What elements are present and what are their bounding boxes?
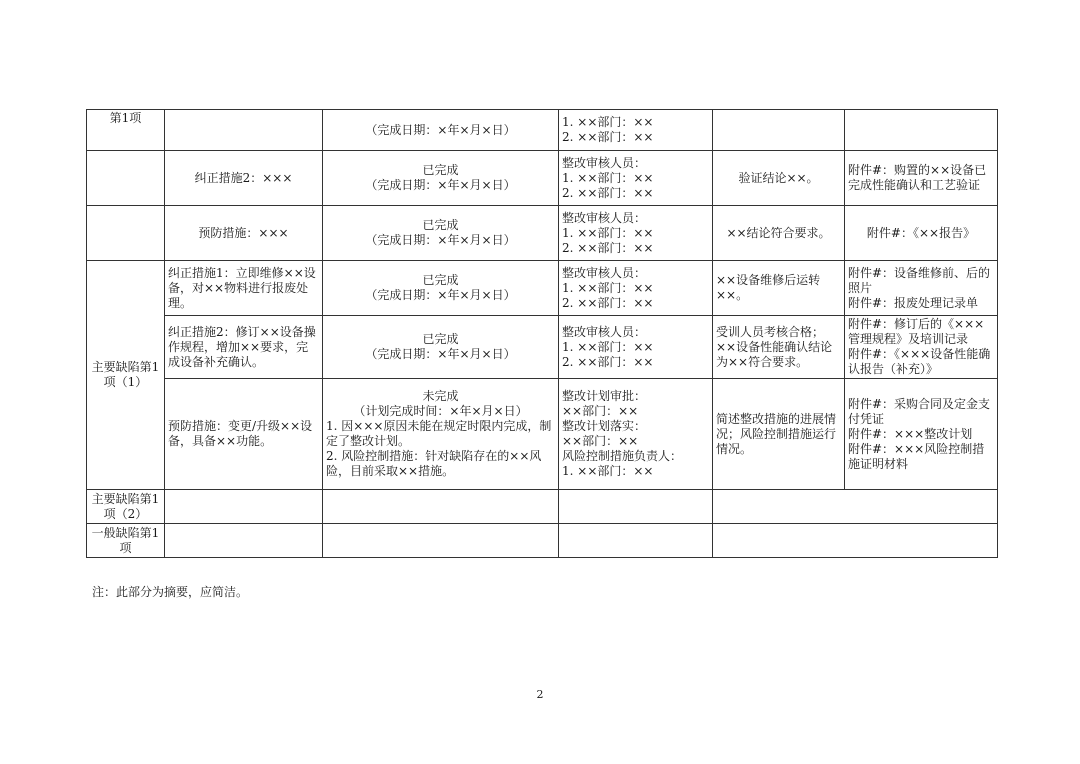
defect-item-cell: 第1项 <box>87 110 165 151</box>
attachment-cell: 附件#：购置的××设备已完成性能确认和工艺验证 <box>845 151 998 206</box>
attachment-cell <box>845 110 998 151</box>
measure-cell: 纠正措施2：修订××设备操作规程，增加××要求，完成设备补充确认。 <box>165 316 323 379</box>
measure-cell: 预防措施：变更/升级××设备，具备××功能。 <box>165 379 323 490</box>
defect-item-cell: 主要缺陷第1项（1） <box>87 261 165 490</box>
defect-item-cell <box>87 151 165 206</box>
attachment-cell: 附件#：修订后的《×××管理规程》及培训记录 附件#：《×××设备性能确认报告（补充）》 <box>845 316 998 379</box>
table-row <box>87 524 998 558</box>
measure-cell: 纠正措施2：××× <box>165 151 323 206</box>
measure-cell <box>165 490 323 524</box>
reviewer-cell: 整改审核人员： 1. ××部门：×× 2. ××部门：×× <box>559 151 713 206</box>
verification-cell <box>713 490 998 524</box>
status-cell: 已完成 （完成日期：×年×月×日） <box>323 206 559 261</box>
table-row <box>87 490 998 524</box>
table-row <box>87 206 998 261</box>
defect-item-cell: 主要缺陷第1项（2） <box>87 490 165 524</box>
attachment-cell: 附件#：采购合同及定金支付凭证 附件#：×××整改计划 附件#：×××风险控制措施证明材料 <box>845 379 998 490</box>
verification-cell: ××结论符合要求。 <box>713 206 845 261</box>
measure-cell: 预防措施：××× <box>165 206 323 261</box>
reviewer-cell: 整改计划审批： ××部门：×× 整改计划落实： ××部门：×× 风险控制措施负责人： 1. ××部门：×× <box>559 379 713 490</box>
defect-rectification-table <box>86 109 998 558</box>
status-cell <box>323 524 559 558</box>
reviewer-cell <box>559 490 713 524</box>
measure-cell <box>165 110 323 151</box>
status-cell <box>323 490 559 524</box>
defect-item-cell <box>87 206 165 261</box>
reviewer-cell: 1. ××部门：×× 2. ××部门：×× <box>559 110 713 151</box>
reviewer-cell <box>559 524 713 558</box>
table-row <box>87 151 998 206</box>
reviewer-cell: 整改审核人员： 1. ××部门：×× 2. ××部门：×× <box>559 316 713 379</box>
reviewer-cell: 整改审核人员： 1. ××部门：×× 2. ××部门：×× <box>559 261 713 316</box>
verification-cell <box>713 524 998 558</box>
status-cell: 已完成 （完成日期：×年×月×日） <box>323 316 559 379</box>
verification-cell <box>713 110 845 151</box>
table-row <box>87 379 998 490</box>
verification-cell: 简述整改措施的进展情况；风险控制措施运行情况。 <box>713 379 845 490</box>
verification-cell: ××设备维修后运转××。 <box>713 261 845 316</box>
attachment-cell: 附件#：设备维修前、后的照片 附件#：报废处理记录单 <box>845 261 998 316</box>
table-row <box>87 316 998 379</box>
status-cell: 已完成 （完成日期：×年×月×日） <box>323 261 559 316</box>
status-cell: 未完成 （计划完成时间：×年×月×日） 1. 因×××原因未能在规定时限内完成，制定了整改计划。 2. 风险控制措施：针对缺陷存在的××风险，目前采取××措施。 <box>323 379 559 490</box>
measure-cell: 纠正措施1：立即维修××设备，对××物料进行报废处理。 <box>165 261 323 316</box>
status-cell: 已完成 （完成日期：×年×月×日） <box>323 151 559 206</box>
attachment-cell: 附件#：《××报告》 <box>845 206 998 261</box>
table-row <box>87 261 998 316</box>
status-cell: （完成日期：×年×月×日） <box>323 110 559 151</box>
table-row <box>87 110 998 151</box>
measure-cell <box>165 524 323 558</box>
reviewer-cell: 整改审核人员： 1. ××部门：×× 2. ××部门：×× <box>559 206 713 261</box>
verification-cell: 受训人员考核合格；××设备性能确认结论为××符合要求。 <box>713 316 845 379</box>
page-number: 2 <box>536 688 544 701</box>
verification-cell: 验证结论××。 <box>713 151 845 206</box>
defect-item-cell: 一般缺陷第1项 <box>87 524 165 558</box>
footnote: 注：此部分为摘要，应简洁。 <box>92 585 249 599</box>
